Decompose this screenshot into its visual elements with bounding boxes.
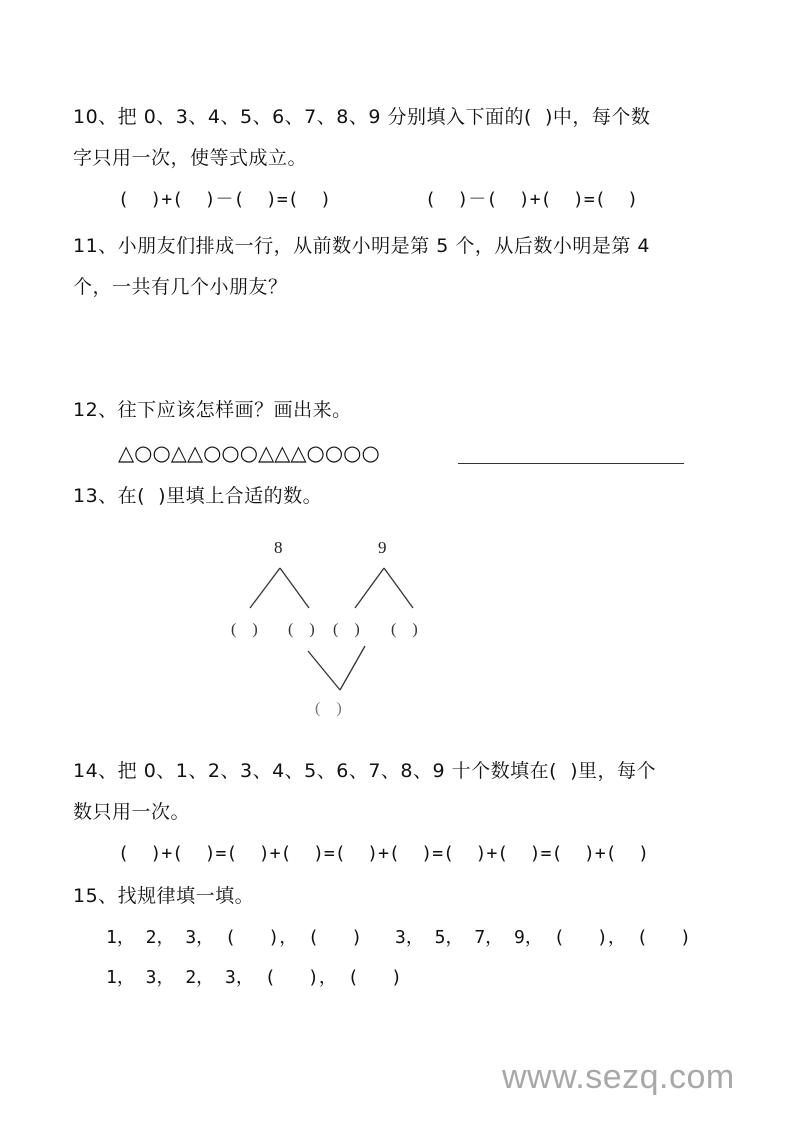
q15-sequence-2: 3， 5， 7， 9， ( )， ( ) [395, 927, 691, 948]
q12-answer-line[interactable] [458, 463, 684, 464]
q14-prompt-line1: 14、把 0、1、2、3、4、5、6、7、8、9 十个数填在( )里，每个 [73, 760, 657, 782]
q15-sequence-1: 1， 2， 3， ( )， ( ) [106, 927, 363, 948]
tree-blank-3[interactable]: ( ) [333, 621, 360, 638]
tree-blank-4[interactable]: ( ) [391, 621, 418, 638]
q15-sequence-3: 1， 3， 2， 3， ( )， ( ) [106, 967, 402, 988]
q10-equation-2: ( )－( )+( )=( ) [425, 189, 639, 210]
site-watermark: www.sezq.com [502, 1058, 735, 1096]
q12-shape-sequence: △○○△△○○○△△△○○○○ [118, 441, 380, 465]
tree-blank-bottom[interactable]: ( ) [315, 700, 342, 717]
q10-prompt-line2: 字只用一次，使等式成立。 [73, 147, 308, 169]
tree-top-number-right: 9 [378, 538, 387, 557]
q14-equation: ( )+( )=( )+( )=( )+( )=( )+( )=( )+( ) [118, 843, 650, 864]
tree-blank-1[interactable]: ( ) [231, 621, 258, 638]
tree-top-number-left: 8 [274, 538, 283, 557]
q13-prompt: 13、在( )里填上合适的数。 [73, 485, 323, 507]
q14-prompt-line2: 数只用一次。 [73, 801, 191, 823]
q13-number-tree-diagram [220, 530, 450, 730]
q11-prompt-line1: 11、小朋友们排成一行，从前数小明是第 5 个，从后数小明是第 4 [73, 235, 650, 257]
q12-prompt: 12、往下应该怎样画？画出来。 [73, 399, 352, 421]
q10-prompt-line1: 10、把 0、3、4、5、6、7、8、9 分别填入下面的( )中，每个数 [73, 106, 651, 128]
q11-prompt-line2: 个，一共有几个小朋友？ [73, 276, 288, 298]
q10-equation-1: ( )+( )－( )=( ) [118, 189, 332, 210]
tree-blank-2[interactable]: ( ) [288, 621, 315, 638]
q15-prompt: 15、找规律填一填。 [73, 885, 255, 907]
